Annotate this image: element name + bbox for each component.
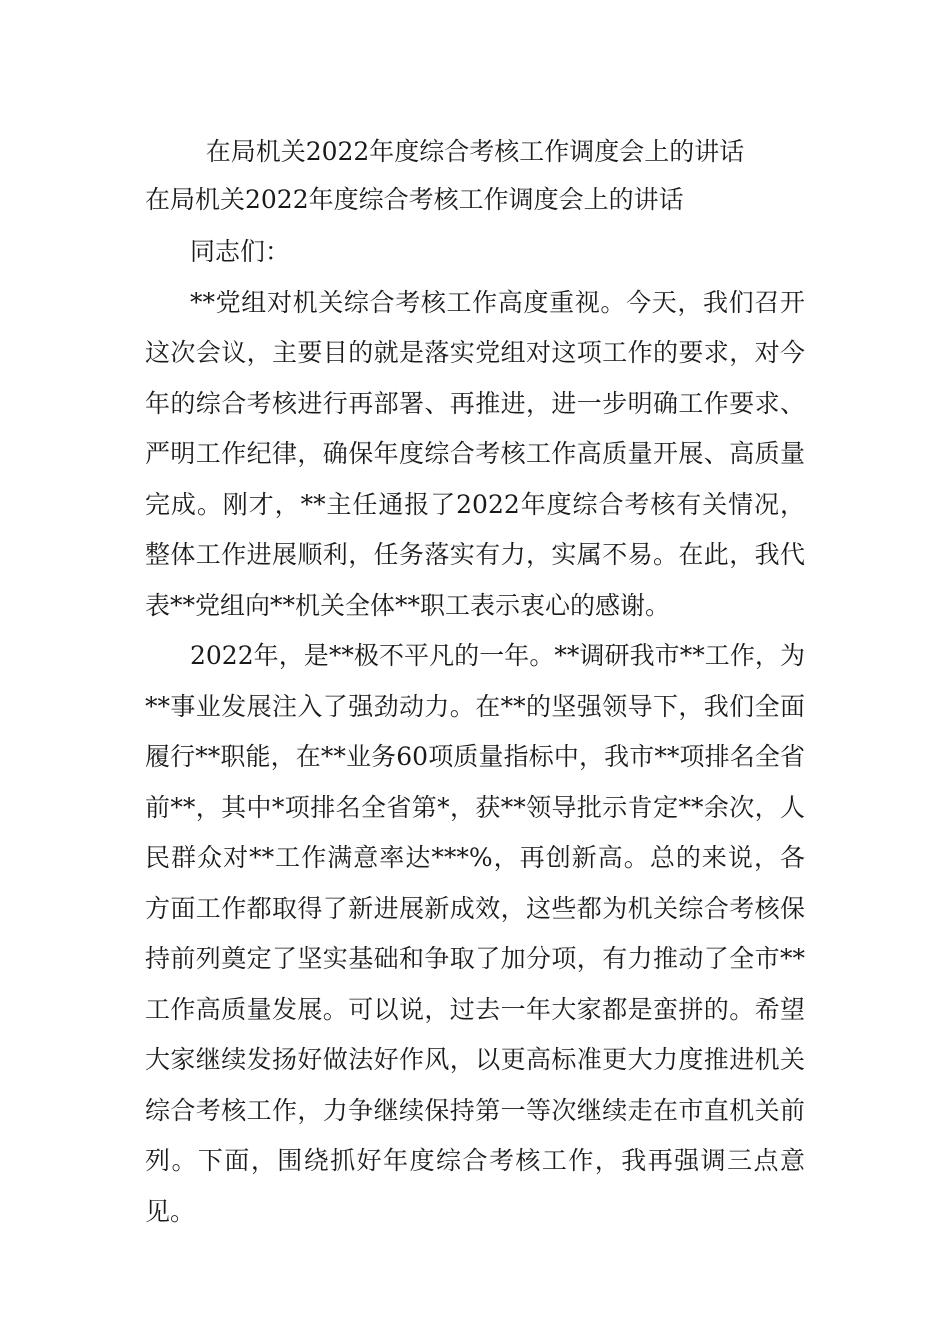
salutation: 同志们： — [190, 237, 291, 266]
document-body — [145, 227, 805, 1237]
document-subtitle: 在局机关2022年度综合考核工作调度会上的讲话 — [145, 185, 684, 214]
paragraph-1: **党组对机关综合考核工作高度重视。今天，我们召开这次会议，主要目的就是落实党组对这项工作的要求，对今年的综合考核进行再部署、再推进，进一步明确工作要求、严明工作纪律，确保年度综合考核工作高质量开展、高质量完成。刚才，**主任通报了2022年度综合考核有关情况，整体工作进展顺利，任务落实有力，实属不易。在此，我代表**党组向**机关全体**职工表示衷心的感谢。 — [145, 287, 805, 620]
paragraph-2: 2022年，是**极不平凡的一年。**调研我市**工作，为**事业发展注入了强劲动力。在**的坚强领导下，我们全面履行**职能，在**业务60项质量指标中，我市**项排名全省前**，其中*项排名全省第*，获**领导批示肯定**余次，人民群众对**工作满意率达***%，再创新高。总的来说，各方面工作都取得了新进展新成效，这些都为机关综合考核保持前列奠定了坚实基础和争取了加分项，有力推动了全市**工作高质量发展。可以说，过去一年大家都是蛮拼的。希望大家继续发扬好做法好作风，以更高标准更大力度推进机关综合考核工作，力争继续保持第一等次继续走在市直机关前列。下面，围绕抓好年度综合考核工作，我再强调三点意见。 — [145, 641, 805, 1226]
document-title: 在局机关2022年度综合考核工作调度会上的讲话 — [205, 137, 745, 166]
